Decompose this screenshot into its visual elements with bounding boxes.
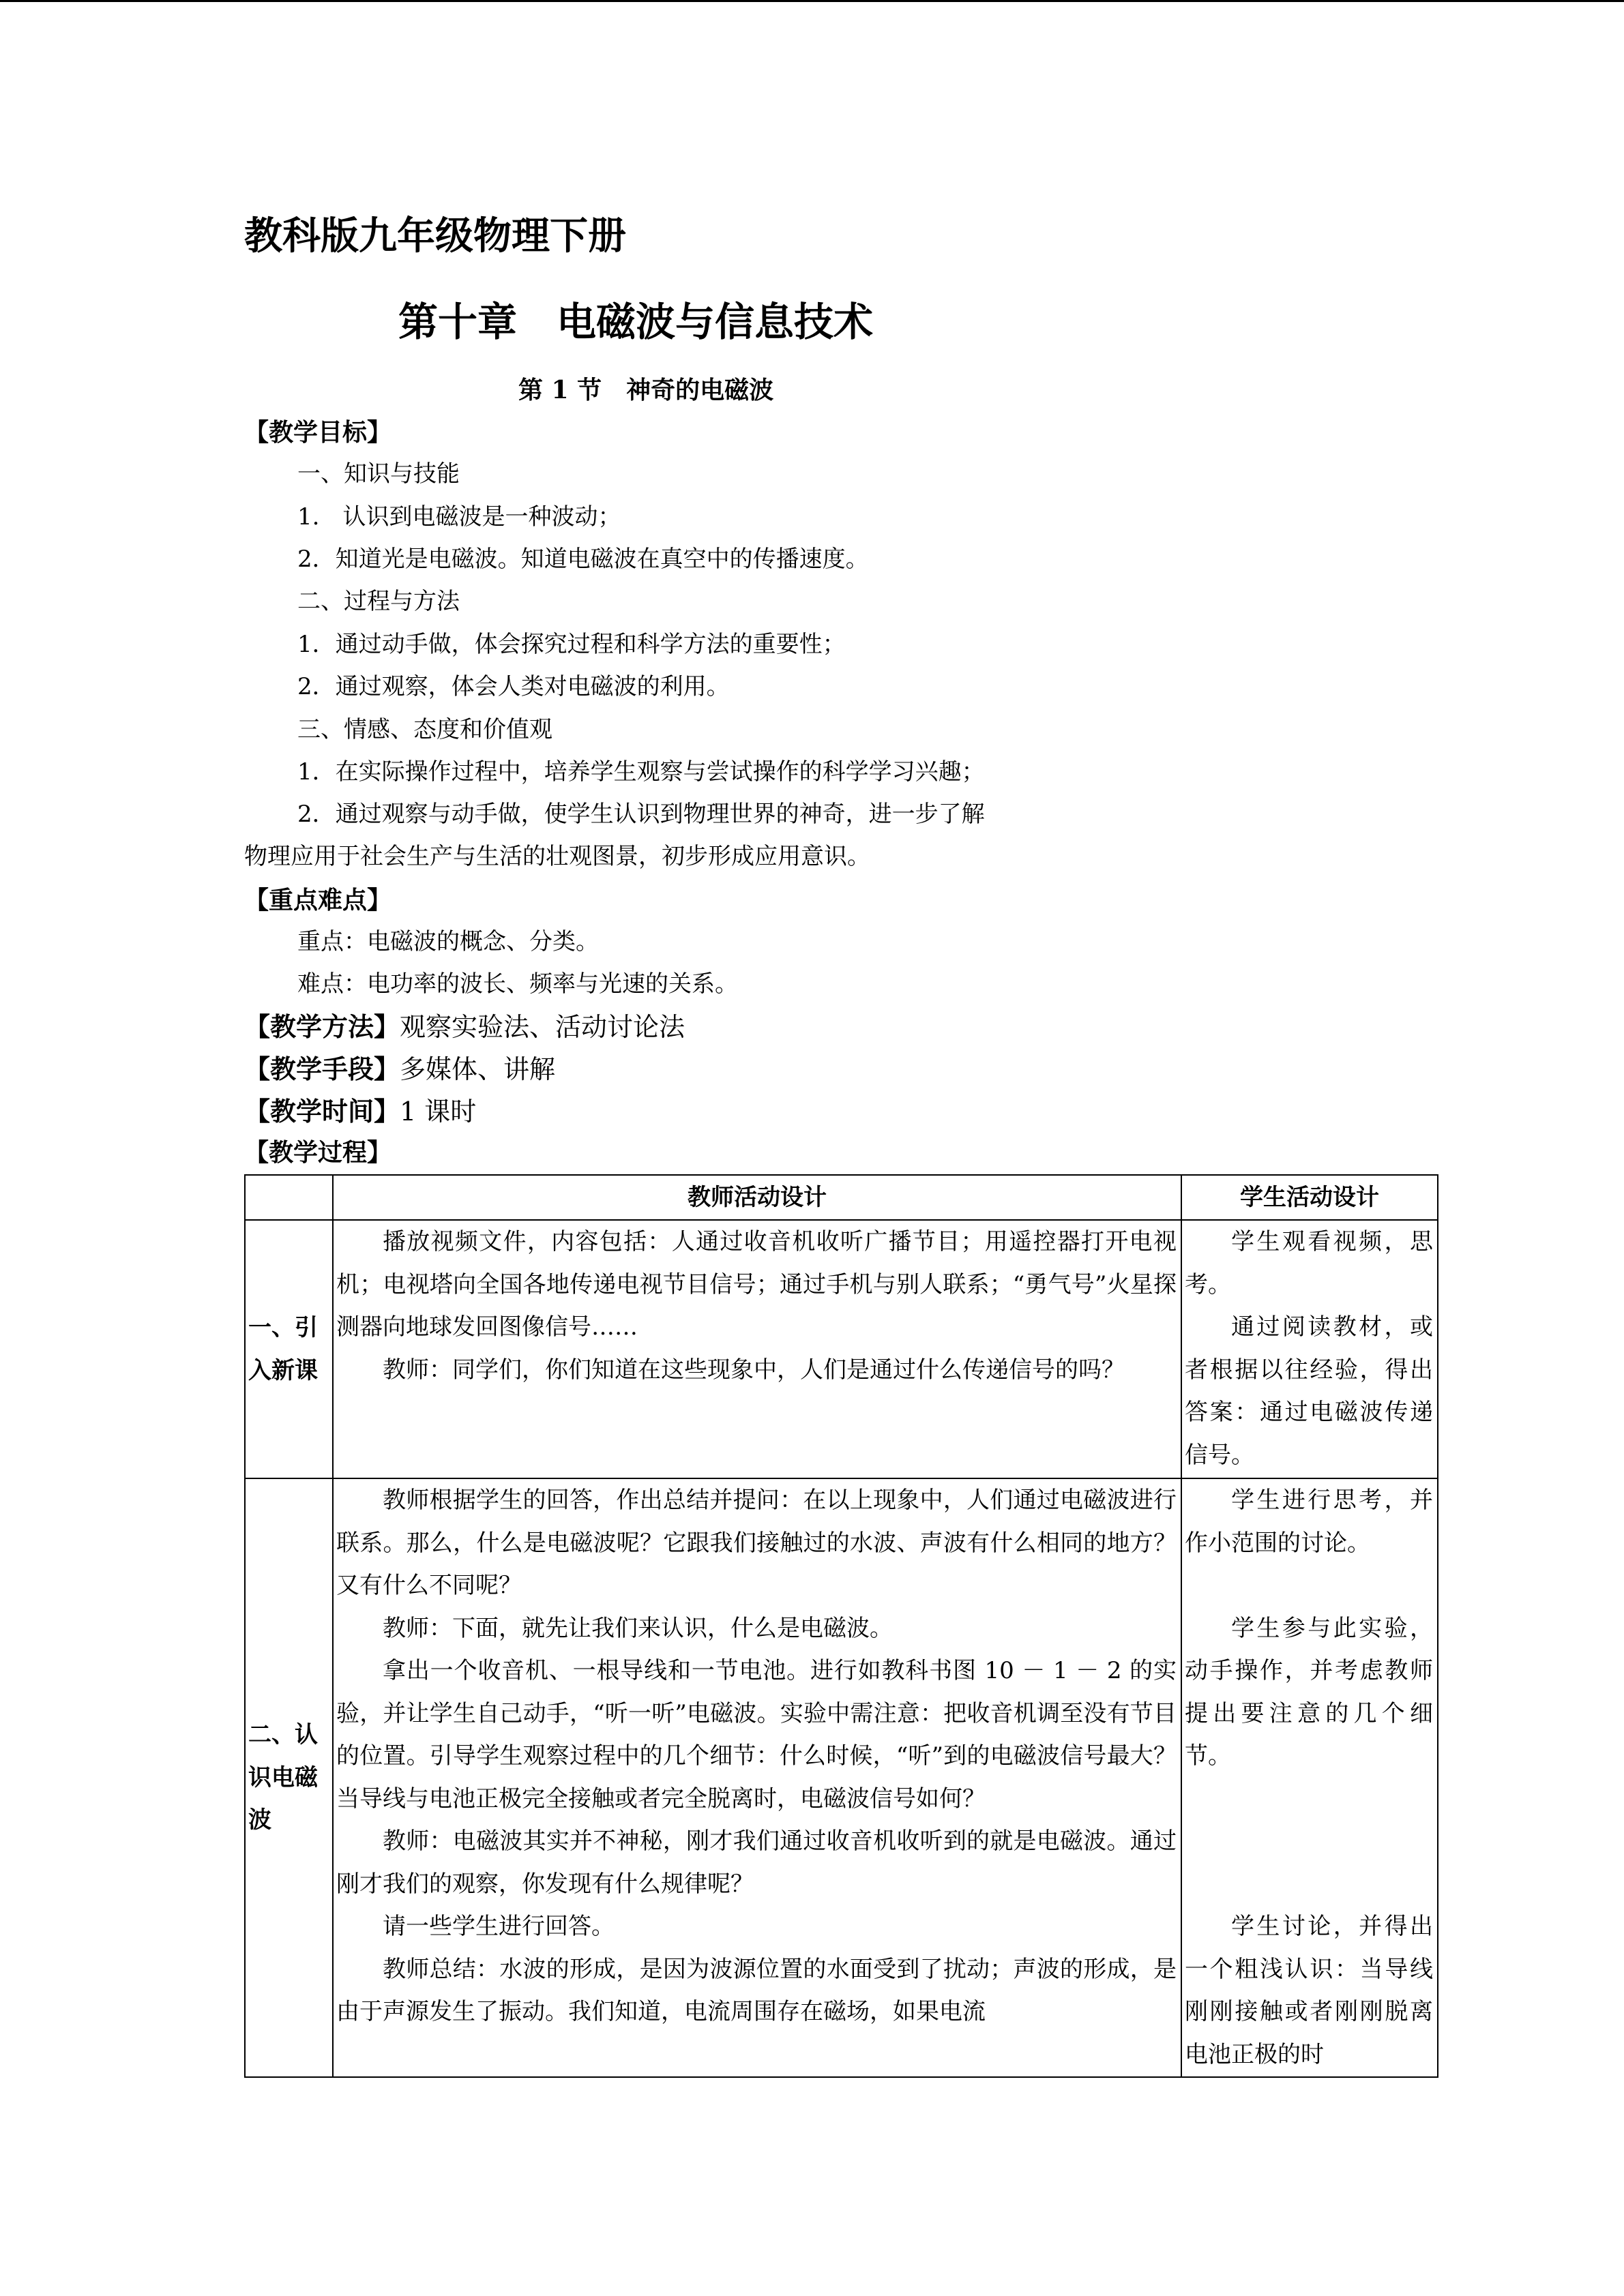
teaching-time-label: 【教学时间】 xyxy=(244,1096,400,1127)
section-title: 第 1 节 神奇的电磁波 xyxy=(518,376,774,404)
knowledge-item-1: 1. 认识到电磁波是一种波动； xyxy=(297,503,621,531)
process-method-heading: 二、过程与方法 xyxy=(297,588,460,615)
teacher-text: 教师根据学生的回答，作出总结并提问：在以上现象中，人们通过电磁波进行联系。那么，什么是电磁波呢？它跟我们接触过的水波、声波有什么相同的地方？又有什么不同呢？ xyxy=(336,1487,1177,1599)
teacher-text: 教师：同学们，你们知道在这些现象中，人们是通过什么传递信号的吗？ xyxy=(383,1356,1125,1384)
student-text: 通过阅读教材，或者根据以往经验，得出答案：通过电磁波传递信号。 xyxy=(1185,1313,1433,1469)
teacher-text: 拿出一个收音机、一根导线和一节电池。进行如教科书图 10 － 1 － 2 的实验，并让学生自己动手，“听一听”电磁波。实验中需注意：把收音机调至没有节目的位置。引导学生观察过程中的几个细节：什么时候，“听”到的电磁波信号最大？当导线与电池正极完全接触或者完全脱离时，电磁波信号如何？ xyxy=(336,1657,1177,1813)
table-row-intro xyxy=(245,1220,1438,1478)
teaching-means xyxy=(244,1054,555,1085)
process-method-item-2: 2．通过观察，体会人类对电磁波的利用。 xyxy=(297,673,730,700)
teacher-cell-understand xyxy=(333,1478,1181,2077)
process-heading: 【教学过程】 xyxy=(244,1138,392,1167)
teaching-method-label: 【教学方法】 xyxy=(244,1011,400,1042)
chapter-title: 第十章 电磁波与信息技术 xyxy=(398,299,874,345)
objectives-heading: 【教学目标】 xyxy=(244,418,392,447)
teacher-cell-intro xyxy=(333,1220,1181,1478)
difficulty-point: 难点：电功率的波长、频率与光速的关系。 xyxy=(297,970,738,998)
emotion-item-1: 1．在实际操作过程中，培养学生观察与尝试操作的科学学习兴趣； xyxy=(297,758,985,786)
student-cell-understand xyxy=(1181,1478,1438,2077)
stage-cell-intro: 一、引入新课 xyxy=(245,1220,333,1478)
student-text: 学生进行思考，并作小范围的讨论。 xyxy=(1185,1487,1433,1557)
key-points-heading: 【重点难点】 xyxy=(244,886,392,914)
emotion-item-2-cont: 物理应用于社会生产与生活的壮观图景，初步形成应用意识。 xyxy=(244,843,870,870)
stage-cell-understand: 二、认识电磁波 xyxy=(245,1478,333,2077)
header-teacher-cell: 教师活动设计 xyxy=(333,1175,1181,1220)
teaching-means-label: 【教学手段】 xyxy=(244,1054,400,1084)
teacher-text: 教师总结：水波的形成，是因为波源位置的水面受到了扰动；声波的形成，是由于声源发生了振动。我们知道，电流周围存在磁场，如果电流 xyxy=(336,1955,1177,2025)
teaching-method-value: 观察实验法、活动讨论法 xyxy=(400,1012,685,1042)
book-title: 教科版九年级物理下册 xyxy=(244,213,626,258)
teaching-means-value: 多媒体、讲解 xyxy=(400,1054,556,1084)
emotion-item-2: 2．通过观察与动手做，使学生认识到物理世界的神奇，进一步了解 xyxy=(297,801,985,828)
teaching-process-table xyxy=(244,1174,1438,2078)
student-text: 学生讨论，并得出一个粗浅认识：当导线刚刚接触或者刚刚脱离电池正极的时 xyxy=(1185,1913,1433,2068)
header-student-cell: 学生活动设计 xyxy=(1181,1175,1438,1220)
student-cell-intro xyxy=(1181,1220,1438,1478)
header-stage-cell xyxy=(245,1175,333,1220)
key-point: 重点：电磁波的概念、分类。 xyxy=(297,928,599,955)
teacher-text: 教师：电磁波其实并不神秘，刚才我们通过收音机收听到的就是电磁波。通过刚才我们的观察，你发现有什么规律呢？ xyxy=(336,1828,1177,1898)
teacher-text: 请一些学生进行回答。 xyxy=(383,1913,615,1940)
student-text: 学生观看视频，思考。 xyxy=(1185,1228,1433,1298)
page-top-border xyxy=(0,0,1624,2)
knowledge-item-2: 2．知道光是电磁波。知道电磁波在真空中的传播速度。 xyxy=(297,546,869,573)
teaching-time-value: 1 课时 xyxy=(400,1097,477,1127)
table-row-understand xyxy=(245,1478,1438,2077)
emotion-heading: 三、情感、态度和价值观 xyxy=(297,716,552,743)
teacher-text: 教师：下面，就先让我们来认识，什么是电磁波。 xyxy=(383,1614,893,1642)
teaching-method xyxy=(244,1011,685,1043)
teaching-time xyxy=(244,1096,476,1127)
teacher-text: 播放视频文件，内容包括：人通过收音机收听广播节目；用遥控器打开电视机；电视塔向全国各地传递电视节目信号；通过手机与别人联系；“勇气号”火星探测器向地球发回图像信号…… xyxy=(336,1228,1177,1341)
student-text: 学生参与此实验，动手操作，并考虑教师提出要注意的几个细节。 xyxy=(1185,1614,1433,1770)
table-header-row xyxy=(245,1175,1438,1220)
process-method-item-1: 1．通过动手做，体会探究过程和科学方法的重要性； xyxy=(297,631,846,658)
knowledge-heading: 一、知识与技能 xyxy=(297,460,460,488)
